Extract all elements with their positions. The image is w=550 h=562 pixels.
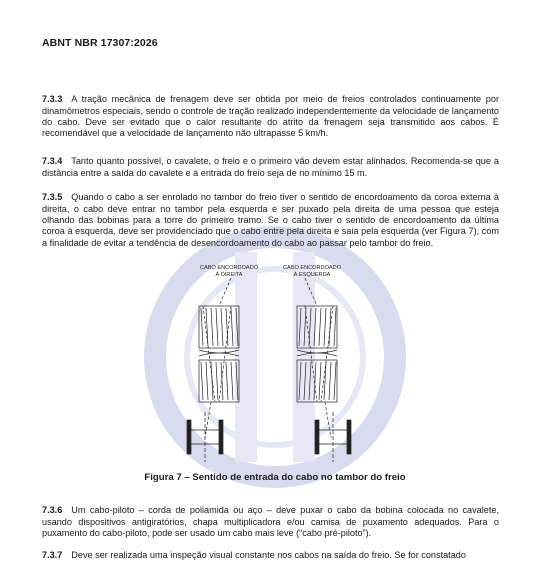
left-frame-post-right	[219, 420, 223, 454]
section-7-3-5	[42, 192, 499, 249]
right-drum	[297, 278, 351, 462]
section-number: 7.3.3	[42, 94, 63, 105]
figure-7-drawing	[175, 262, 375, 462]
section-7-3-7	[42, 550, 499, 561]
label-line: CABO ENCORDOADO	[199, 265, 259, 271]
section-7-3-3	[42, 94, 499, 140]
section-7-3-6	[42, 505, 499, 539]
document-header: ABNT NBR 17307:2026	[42, 37, 158, 49]
label-line: À DIREITA	[215, 272, 243, 278]
section-text: Quando o cabo a ser enrolado no tambor do freio tiver o sentido de encordoamento da coroa externa à direita, o cabo deve entrar no tambor pela esquerda e ser puxado pela direita de uma pessoa que esteja olhando das bobinas para a torre do primeiro tramo. Se o cabo tiver o sentido de encordoamento da última coroa à esquerda, deve ser providenciado que o cabo entre pela direita e saia pela esquerda (ver Figura 7), com a finalidade de evitar a tendência de desencordoamento do cabo ao passar pelo tambor do freio.	[42, 192, 499, 248]
label-line: CABO ENCORDOADO	[282, 265, 342, 271]
left-frame-post-left	[187, 420, 191, 454]
section-number: 7.3.7	[42, 550, 63, 561]
section-text: Tanto quanto possível, o cavalete, o freio e o primeiro vão devem estar alinhados. Recomenda-se que a distância entre a saída do cavalete e a entrada do freio seja de no mínimo 15 m.	[42, 156, 499, 178]
section-number: 7.3.6	[42, 505, 63, 516]
section-7-3-4	[42, 156, 499, 179]
label-line: À ESQUERDA	[293, 272, 331, 278]
section-text: Deve ser realizada uma inspeção visual constante nos cabos na saída do freio. Se for constatado	[71, 550, 466, 561]
left-drum	[187, 278, 239, 462]
section-text: Um cabo-piloto – corda de poliamida ou aço – deve puxar o cabo da bobina colocada no cavalete, usando dispositivos antigiratórios, chapa multiplicadora e/ou camisa de puxamento adequados. Para o puxamento do cabo-piloto, pode ser usado um cabo mais leve (“cabo pré-piloto”).	[42, 505, 499, 538]
section-number: 7.3.4	[42, 156, 63, 167]
figure-caption: Figura 7 – Sentido de entrada do cabo no tambor do freio	[144, 472, 406, 483]
right-frame-post-left	[315, 420, 319, 454]
section-text: A tração mecânica de frenagem deve ser obtida por meio de freios controlados continuamente por dinamômetros especiais, sendo o controle de tração realizado independentemente da velocidade de lançamento do cabo. Deve ser evitado que o calor resultante do atrito da frenagem seja transmitido aos cabos. É recomendável que a velocidade de lançamento não ultrapasse 5 km/h.	[42, 94, 499, 139]
right-frame-post-right	[347, 420, 351, 454]
section-number: 7.3.5	[42, 192, 63, 203]
